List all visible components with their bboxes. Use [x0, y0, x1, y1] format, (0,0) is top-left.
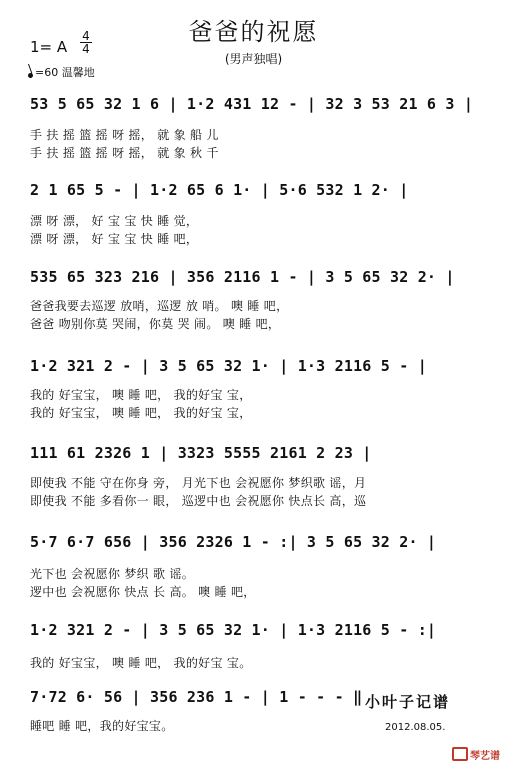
song-title: 爸爸的祝愿	[188, 18, 319, 46]
lyric-line-6a: 光下也 会祝愿你 梦织 歌 谣。	[30, 567, 195, 581]
notation-line-3: 535 65 323 216 | 356 2116 1 - | 3 5 65 32 2· |	[30, 268, 455, 286]
time-signature-top: 4	[80, 30, 92, 43]
logo-icon	[452, 747, 468, 761]
lyric-line-1a: 手 扶 摇 篮 摇 呀 摇， 就 象 船 儿	[30, 128, 219, 142]
lyric-line-5b: 即使我 不能 多看你一 眼， 巡逻中也 会祝愿你 快点长 高，巡	[30, 494, 367, 508]
notation-line-6: 5·7 6·7 656 | 356 2326 1 - :| 3 5 65 32 2· |	[30, 533, 437, 551]
lyric-line-7a: 我的 好宝宝， 噢 睡 吧， 我的好宝 宝。	[30, 656, 252, 670]
lyric-line-4a: 我的 好宝宝， 噢 睡 吧， 我的好宝 宝，	[30, 388, 252, 402]
tempo-text: =60 温馨地	[35, 66, 95, 79]
time-signature-bottom: 4	[82, 42, 90, 56]
logo-text: 琴艺谱	[470, 751, 500, 762]
time-signature	[80, 30, 92, 55]
transcriber-credit: 小叶子记谱	[365, 693, 451, 711]
notation-line-4: 1·2 321 2 - | 3 5 65 32 1· | 1·3 2116 5 - |	[30, 357, 427, 375]
lyric-line-8a: 睡吧 睡 吧，我的好宝宝。	[30, 719, 174, 733]
lyric-line-6b: 逻中也 会祝愿你 快点 长 高。 噢 睡 吧，	[30, 585, 256, 599]
lyric-line-4b: 我的 好宝宝， 噢 睡 吧， 我的好宝 宝，	[30, 406, 252, 420]
notation-line-5: 111 61 2326 1 | 3323 5555 2161 2 23 |	[30, 444, 372, 462]
notation-line-8: 7·72 6· 56 | 356 236 1 - | 1 - - - ‖	[30, 688, 363, 706]
lyric-line-2a: 漂 呀 漂， 好 宝 宝 快 睡 觉，	[30, 214, 199, 228]
key-signature: 1= A	[30, 38, 68, 56]
tempo-marking	[28, 64, 95, 80]
lyric-line-5a: 即使我 不能 守在你身 旁， 月光下也 会祝愿你 梦织歌 谣，月	[30, 476, 367, 490]
notation-line-7: 1·2 321 2 - | 3 5 65 32 1· | 1·3 2116 5 - :|	[30, 621, 437, 639]
lyric-line-2b: 漂 呀 漂， 好 宝 宝 快 睡 吧，	[30, 232, 199, 246]
notation-line-2: 2 1 65 5 - | 1·2 65 6 1· | 5·6 532 1 2· |	[30, 181, 409, 199]
lyric-line-3a: 爸爸我要去巡逻 放哨，巡逻 放 哨。 噢 睡 吧，	[30, 299, 289, 313]
notation-line-1: 53 5 65 32 1 6 | 1·2 431 12 - | 32 3 53 21 6 3 |	[30, 95, 474, 113]
lyric-line-3b: 爸爸 吻别你莫 哭闹，你莫 哭 闹。 噢 睡 吧，	[30, 317, 281, 331]
site-logo	[452, 747, 500, 762]
lyric-line-1b: 手 扶 摇 篮 摇 呀 摇， 就 象 秋 千	[30, 146, 219, 160]
song-subtitle: (男声独唱)	[224, 52, 283, 66]
transcription-date: 2012.08.05.	[385, 722, 446, 733]
quarter-note-icon	[27, 72, 33, 78]
